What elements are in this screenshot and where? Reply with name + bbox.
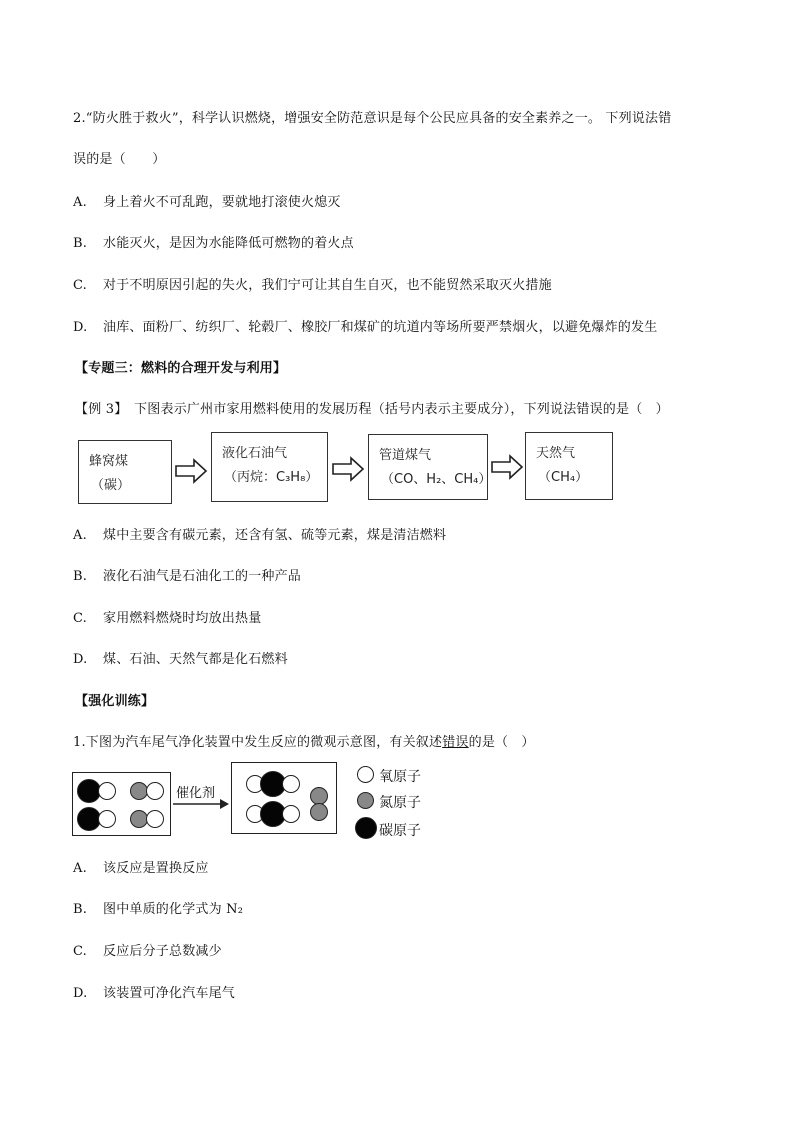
q1-option-a [73, 860, 209, 878]
flow-box-title: 天然气 [536, 446, 576, 461]
flow-arrow-icon [490, 454, 524, 480]
ex3-stem: 【例 3】 下图表示广州市家用燃料使用的发展历程（括号内表示主要成分），下列说法错误的是（ ） [75, 402, 669, 417]
q1-option-d [73, 985, 235, 1003]
option-letter: A. [73, 861, 87, 876]
ex3-option-a [73, 527, 446, 545]
reaction-diagram [72, 762, 452, 848]
option-letter: A. [73, 528, 87, 543]
flow-box-component: （CO、H₂、CH₄） [381, 472, 492, 487]
q1-stem-tail: 的是（ ） [468, 735, 535, 750]
ex3-option-c [73, 610, 261, 628]
q1-option-c [73, 943, 222, 961]
oxygen-atom [282, 805, 300, 823]
q2-option-b [73, 235, 354, 253]
option-text: 液化石油气是石油化工的一种产品 [103, 569, 302, 584]
flow-box-lpg [211, 432, 328, 502]
flow-box-component: （碳） [91, 478, 131, 493]
option-letter: A. [73, 195, 87, 210]
carbon-legend-swatch [355, 817, 377, 839]
oxygen-atom [282, 775, 300, 793]
fuel-flow-diagram [78, 432, 618, 504]
oxygen-atom [146, 810, 164, 828]
option-text: 水能灭火，是因为水能降低可燃物的着火点 [103, 236, 354, 251]
option-text: 图中单质的化学式为 N₂ [103, 902, 244, 917]
flow-box-title: 液化石油气 [222, 446, 288, 461]
oxygen-atom [98, 810, 116, 828]
option-text: 油库、面粉厂、纺织厂、轮毂厂、橡胶厂和煤矿的坑道内等场所要严禁烟火，以避免爆炸的发生 [103, 320, 658, 335]
option-letter: B. [73, 902, 88, 917]
oxygen-legend-swatch [357, 766, 374, 783]
training-heading: 【强化训练】 [75, 694, 155, 709]
flow-box-pipeline-gas [368, 434, 492, 500]
option-text: 身上着火不可乱跑，要就地打滚使火熄灭 [103, 195, 341, 210]
q2-option-c [73, 277, 552, 295]
option-letter: C. [73, 944, 88, 959]
option-text: 对于不明原因引起的失火，我们宁可让其自生自灭，也不能贸然采取灭火措施 [103, 278, 552, 293]
option-letter: D. [73, 986, 88, 1001]
flow-box-component: （CH₄） [538, 470, 589, 485]
flow-arrow-icon [331, 456, 365, 482]
legend-carbon-label: 碳原子 [379, 823, 421, 839]
legend-nitrogen-label: 氮原子 [379, 795, 421, 811]
q2-option-d [73, 319, 657, 337]
option-text: 家用燃料燃烧时均放出热量 [103, 611, 262, 626]
nitrogen-atom [310, 803, 328, 821]
q2-stem-line1: 2.“防火胜于救火”，科学认识燃烧，增强安全防范意识是每个公民应具备的安全素养之一。 下列说法错 [73, 111, 672, 126]
reaction-arrow-icon [172, 798, 230, 810]
flow-box-honeycomb-coal [78, 440, 172, 504]
q1-stem-underlined: 错误 [442, 735, 469, 750]
option-text: 煤、石油、天然气都是化石燃料 [103, 652, 288, 667]
option-letter: D. [73, 652, 88, 667]
ex3-option-d [73, 651, 288, 669]
topic3-heading: 【专题三：燃料的合理开发与利用】 [75, 361, 287, 376]
option-letter: B. [73, 569, 88, 584]
reactant-box [72, 772, 171, 836]
option-letter: C. [73, 278, 88, 293]
option-letter: C. [73, 611, 88, 626]
q1-stem [73, 734, 535, 752]
option-letter: D. [73, 320, 88, 335]
catalyst-label: 催化剂 [176, 786, 216, 801]
flow-arrow-icon [174, 458, 208, 484]
ex3-option-b [73, 568, 301, 586]
option-text: 反应后分子总数减少 [103, 944, 222, 959]
flow-box-title: 蜂窝煤 [89, 454, 129, 469]
option-text: 该装置可净化汽车尾气 [103, 986, 236, 1001]
option-text: 该反应是置换反应 [103, 861, 209, 876]
q1-stem-text: 1.下图为汽车尾气净化装置中发生反应的微观示意图，有关叙述 [73, 735, 443, 750]
option-letter: B. [73, 236, 88, 251]
q1-option-b [73, 901, 243, 919]
q2-option-a [73, 194, 341, 212]
option-text: 煤中主要含有碳元素，还含有氢、硫等元素，煤是清洁燃料 [103, 528, 447, 543]
oxygen-atom [146, 782, 164, 800]
q2-stem-line2: 误的是（ ） [73, 152, 166, 167]
flow-box-title: 管道煤气 [379, 448, 432, 463]
flow-box-natural-gas [525, 432, 613, 500]
flow-box-component: （丙烷：C₃H₈） [224, 470, 319, 485]
oxygen-atom [98, 782, 116, 800]
legend-oxygen-label: 氧原子 [379, 769, 421, 785]
nitrogen-legend-swatch [357, 792, 374, 809]
product-box [231, 762, 337, 834]
